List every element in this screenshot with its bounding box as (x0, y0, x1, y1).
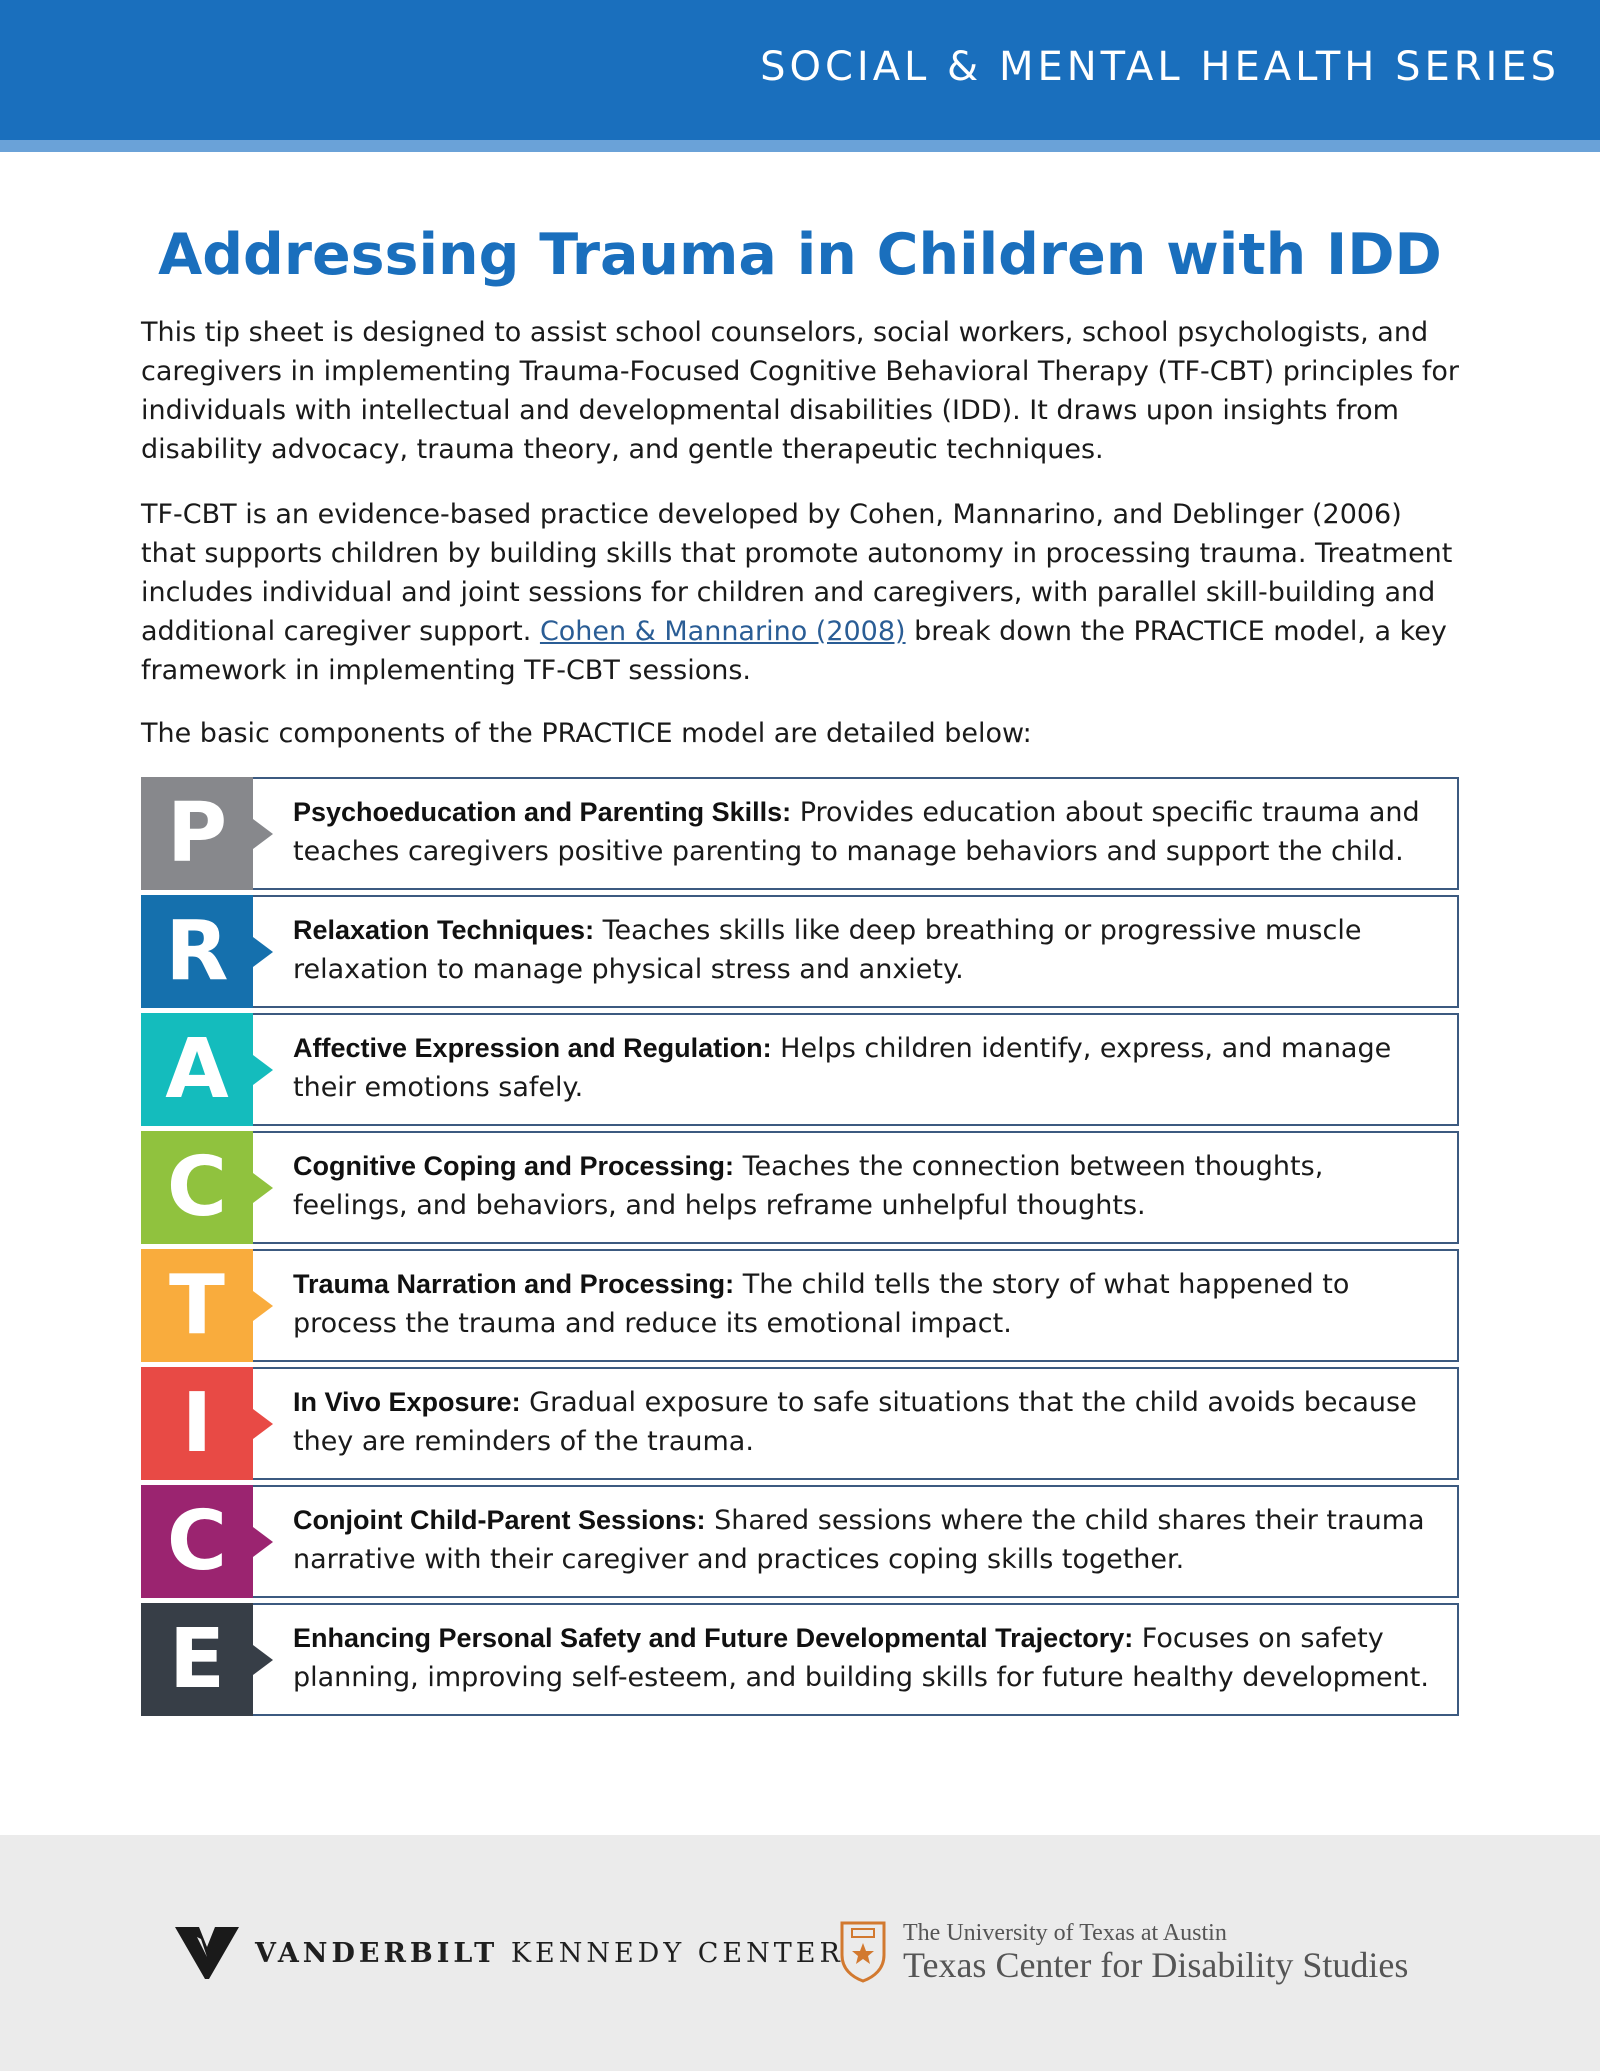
practice-term: Cognitive Coping and Processing: (293, 1151, 735, 1181)
letter-tile (141, 1249, 253, 1362)
practice-term: Relaxation Techniques: (293, 915, 595, 945)
practice-row (141, 895, 1459, 1008)
citation-link[interactable]: Cohen & Mannarino (2008) (539, 616, 906, 647)
practice-letter: I (181, 1375, 213, 1471)
intro-paragraph-3: The basic components of the PRACTICE model are detailed below: (141, 718, 1032, 749)
intro-paragraph-2 (141, 495, 1461, 690)
practice-term: Conjoint Child-Parent Sessions: (293, 1505, 706, 1535)
vanderbilt-kennedy-center-logo (255, 1938, 844, 1969)
practice-row (141, 1485, 1459, 1598)
practice-row (141, 1131, 1459, 1244)
practice-desc: Shared sessions where the child shares their trauma narrative with their caregiver and practices coping skills together. (293, 1505, 1425, 1575)
ut-seal-icon (838, 1921, 888, 1983)
practice-description (253, 777, 1459, 890)
practice-term: Trauma Narration and Processing: (293, 1269, 735, 1299)
practice-description (253, 1131, 1459, 1244)
ut-austin-label: The University of Texas at Austin (903, 1920, 1227, 1946)
practice-letter: C (166, 1139, 228, 1235)
practice-letter: A (165, 1021, 229, 1117)
practice-letter: R (165, 903, 229, 999)
texas-center-label: Texas Center for Disability Studies (903, 1945, 1409, 1985)
practice-description (253, 895, 1459, 1008)
pointer-arrow-icon (253, 1527, 273, 1557)
header-stripe (0, 140, 1600, 152)
practice-desc: Teaches skills like deep breathing or progressive muscle relaxation to manage physical stress and anxiety. (293, 915, 1362, 985)
letter-tile (141, 1485, 253, 1598)
vanderbilt-logo-icon (175, 1925, 239, 1981)
practice-description (253, 1249, 1459, 1362)
practice-desc: Teaches the connection between thoughts, feelings, and behaviors, and helps reframe unhelpful thoughts. (293, 1151, 1324, 1221)
practice-term: In Vivo Exposure: (293, 1387, 521, 1417)
practice-row (141, 1249, 1459, 1362)
pointer-arrow-icon (253, 1055, 273, 1085)
vkc-rest-text: KENNEDY CENTER (498, 1938, 844, 1969)
practice-term: Psychoeducation and Parenting Skills: (293, 797, 792, 827)
intro-paragraph-1: This tip sheet is designed to assist school counselors, social workers, school psychologists, and caregivers in implementing Trauma-Focused Cognitive Behavioral Therapy (TF-CBT) principles for individuals with intellectual and developmental disabilities (IDD). It draws upon insights from disability advocacy, trauma theory, and gentle therapeutic techniques. (141, 317, 1459, 465)
letter-tile (141, 1603, 253, 1716)
practice-row (141, 1013, 1459, 1126)
pointer-arrow-icon (253, 1173, 273, 1203)
practice-letter: P (166, 785, 228, 881)
page-title: Addressing Trauma in Children with IDD (158, 222, 1442, 288)
pointer-arrow-icon (253, 1291, 273, 1321)
practice-term: Affective Expression and Regulation: (293, 1033, 772, 1063)
letter-tile (141, 1367, 253, 1480)
practice-row (141, 777, 1459, 890)
pointer-arrow-icon (253, 937, 273, 967)
practice-desc: Gradual exposure to safe situations that the child avoids because they are reminders of the trauma. (293, 1387, 1417, 1457)
practice-desc: Provides education about specific trauma and teaches caregivers positive parenting to manage behaviors and support the child. (293, 797, 1420, 867)
intro-paragraph-2-end: break down the PRACTICE model, a key framework in implementing TF-CBT sessions. (141, 616, 1447, 686)
practice-desc: The child tells the story of what happened to process the trauma and reduce its emotional impact. (293, 1269, 1350, 1339)
practice-row (141, 1603, 1459, 1716)
vkc-strong-text: VANDERBILT (255, 1938, 499, 1969)
pointer-arrow-icon (253, 1409, 273, 1439)
intro-paragraph-2-start: TF-CBT is an evidence-based practice developed by Cohen, Mannarino, and Deblinger (2006) that supports children by building skills that promote autonomy in processing trauma. Treatment includes individual and joint sessions for children and caregivers, with parallel skill-building and additional caregiver support. (141, 499, 1453, 647)
practice-desc: Focuses on safety planning, improving self-esteem, and building skills for future healthy development. (293, 1623, 1429, 1693)
practice-description (253, 1367, 1459, 1480)
letter-tile (141, 777, 253, 890)
practice-description (253, 1603, 1459, 1716)
practice-desc: Helps children identify, express, and manage their emotions safely. (293, 1033, 1392, 1103)
letter-tile (141, 1131, 253, 1244)
letter-tile (141, 895, 253, 1008)
practice-term: Enhancing Personal Safety and Future Developmental Trajectory: (293, 1623, 1134, 1653)
letter-tile (141, 1013, 253, 1126)
pointer-arrow-icon (253, 1645, 273, 1675)
practice-description (253, 1013, 1459, 1126)
series-title: SOCIAL & MENTAL HEALTH SERIES (760, 44, 1560, 90)
practice-description (253, 1485, 1459, 1598)
practice-letter: C (166, 1493, 228, 1589)
pointer-arrow-icon (253, 819, 273, 849)
practice-row (141, 1367, 1459, 1480)
practice-model-list (141, 777, 1459, 1721)
practice-letter: T (169, 1257, 225, 1353)
practice-letter: E (168, 1611, 225, 1707)
